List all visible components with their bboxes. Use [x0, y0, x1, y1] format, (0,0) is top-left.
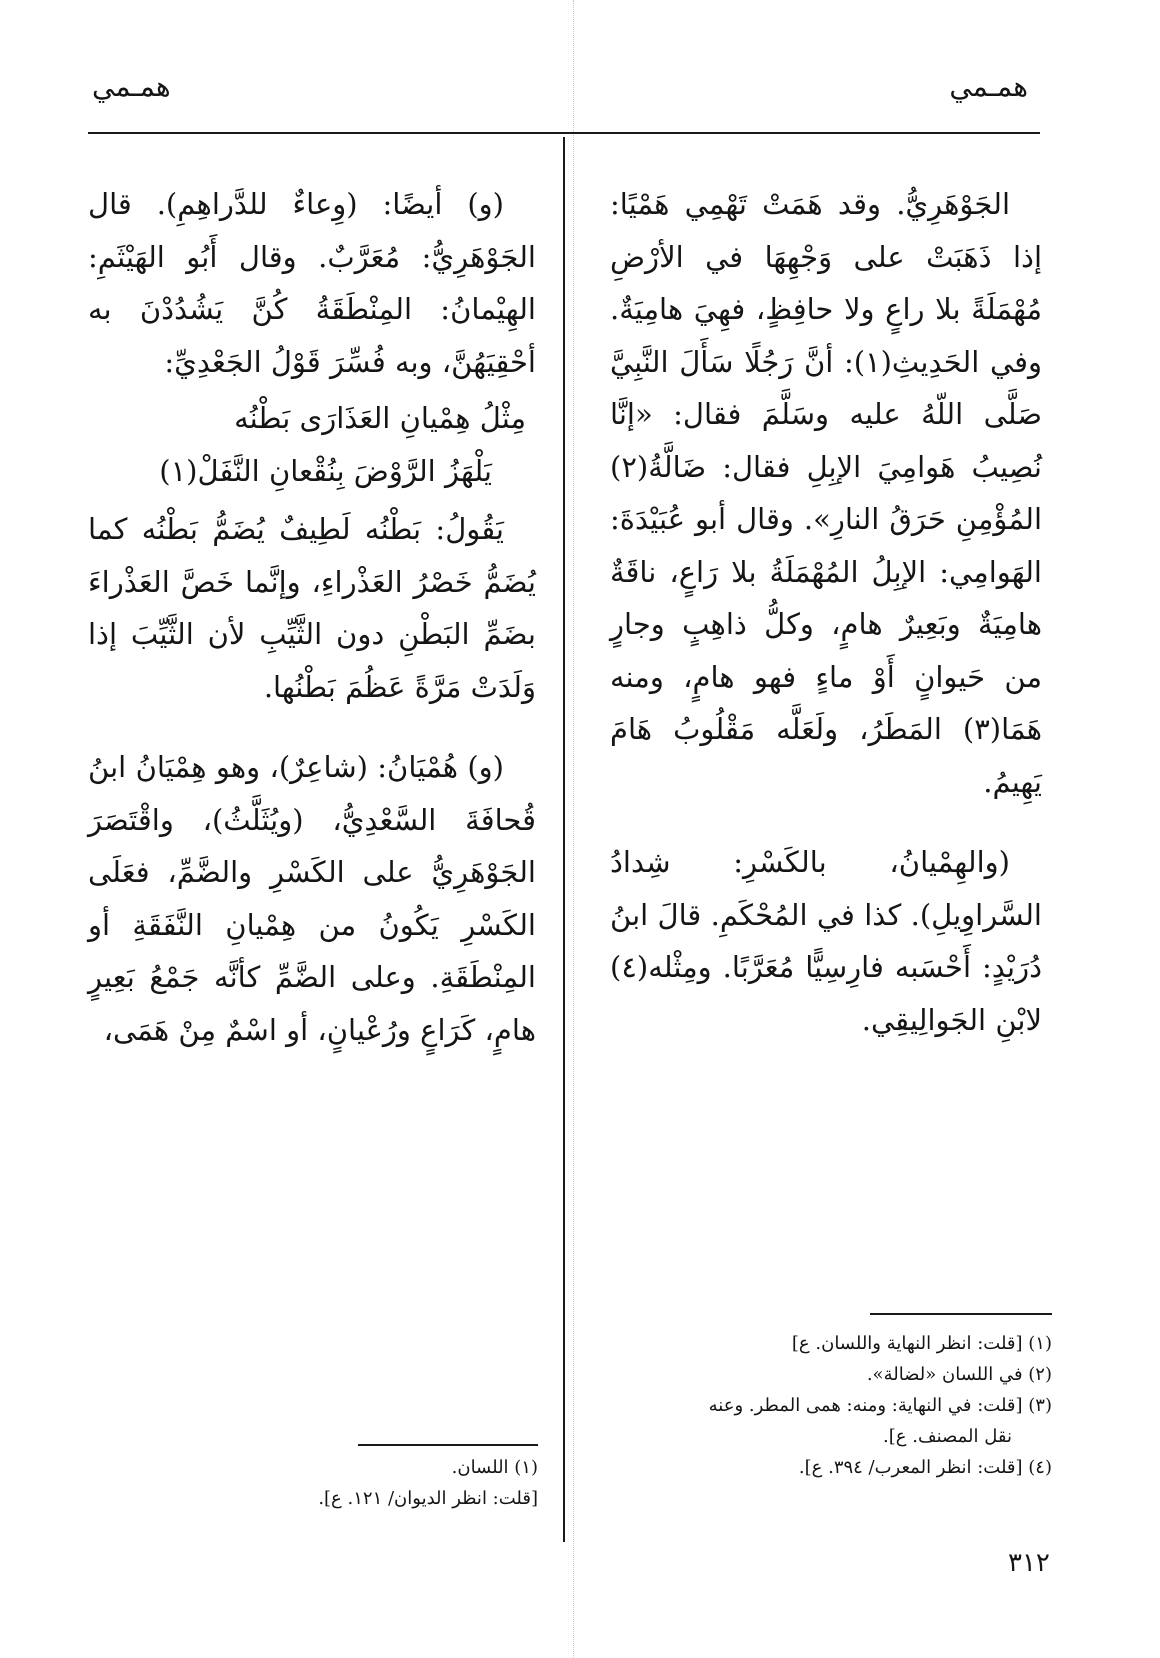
page-fold-line	[573, 0, 574, 1658]
footnote-left-1-line-1: (١) اللسان.	[451, 1457, 538, 1478]
footnote-right-2: (٢) في اللسان «لضالة».	[866, 1364, 1052, 1385]
right-column	[610, 178, 1042, 1046]
footnote-right-4: (٤) [قلت: انظر المعرب/ ٣٩٤. ع].	[798, 1457, 1052, 1478]
footnote-right-3-line-1: (٣) [قلت: في النهاية: ومنه: همى المطر. وعنه	[708, 1395, 1052, 1416]
footnote-right-1: (١) [قلت: انظر النهاية واللسان. ع]	[791, 1333, 1052, 1354]
page-number: ٣١٢	[1008, 1548, 1050, 1578]
running-header-left: همـمي	[92, 70, 171, 103]
footnotes-left	[200, 1452, 538, 1514]
poem-line-1: مِثْلُ هِمْيانِ العَذَارَى بَطْنُه	[234, 401, 526, 435]
running-header-right: همـمي	[949, 70, 1028, 103]
left-column	[88, 178, 536, 1056]
footnote-right-3-line-2: نقل المصنف. ع].	[883, 1426, 1012, 1447]
header-rule	[88, 132, 1040, 134]
footnote-rule-right	[870, 1313, 1052, 1315]
footnote-left-1-line-2: [قلت: انظر الديوان/ ١٢١. ع].	[318, 1488, 538, 1509]
left-paragraph-3: (و) هُمْيَانُ: (شاعِرٌ)، وهو هِمْيَانُ ابنُ قُحافَةَ السَّعْدِيُّ، (ويُثَلَّثُ)، واقْتَصَرَ الجَوْهَرِيُّ على الكَسْرِ والضَّمِّ، فعَلَى الكَسْرِ يَكُونُ من هِمْيانِ النَّفَقَةِ أو المِنْطَقَةِ. وعلى الضَّمِّ كأنَّه جَمْعُ بَعِيرٍ هامٍ، كَرَاعٍ ورُعْيانٍ، أو اسْمٌ مِنْ هَمَى،	[88, 750, 536, 1047]
poem-line-2: يَلْهَزُ الرَّوْضَ بِنُقْعانِ النَّفَلْ(١)	[159, 453, 492, 488]
left-paragraph-2: يَقُولُ: بَطْنُه لَطِيفٌ يُضَمُّ بَطْنُه كما يُضَمُّ خَصْرُ العَذْراءِ، وإنَّما خَصَّ العَذْراءَ بضَمِّ البَطْنِ دون الثَّيِّبِ لأن الثَّيِّبَ إذا وَلَدَتْ مَرَّةً عَظُمَ بَطْنُها.	[88, 512, 536, 704]
right-paragraph-2: (والهِمْيانُ، بالكَسْرِ: شِدادُ السَّراوِيلِ). كذا في المُحْكَمِ. قالَ ابنُ دُرَيْدٍ: أَحْسَبه فارِسِيًّا مُعَرَّبًا. ومِثْله(٤) لابْنِ الجَوالِيقِي.	[610, 845, 1042, 1037]
footnotes-right	[600, 1328, 1052, 1483]
column-divider	[563, 137, 565, 1542]
right-paragraph-1: الجَوْهَرِيُّ. وقد هَمَتْ تَهْمِي هَمْيًا: إذا ذَهَبَتْ على وَجْهِهَا في الأرْضِ مُهْمَلَةً بلا راعٍ ولا حافِظٍ، فهِيَ هامِيَةٌ. وفي الحَدِيثِ(١): أنَّ رَجُلًا سَأَلَ النَّبِيَّ صَلَّى اللّهُ عليه وسَلَّمَ فقال: «إنَّا نُصِيبُ هَوامِيَ الإبِلِ فقال: ضَالَّةُ(٢) المُؤْمِنِ حَرَقُ النارِ». وقال أبو عُبَيْدَةَ: الهَوامِي: الإبِلُ المُهْمَلَةُ بلا رَاعٍ، ناقَةٌ هامِيَةٌ وبَعِيرٌ هامٍ، وكلُّ ذاهِبٍ وجارٍ من حَيوانٍ أَوْ ماءٍ فهو هامٍ، ومنه هَمَا(٣) المَطَرُ، ولَعَلَّه مَقْلُوبُ هَامَ يَهِيمُ.	[610, 187, 1042, 799]
footnote-rule-left	[358, 1444, 538, 1446]
left-paragraph-1: (و) أيضًا: (وِعاءٌ للدَّراهِمِ). قال الجَوْهَرِيُّ: مُعَرَّبٌ. وقال أَبُو الهَيْثَمِ: الهِيْمانُ: المِنْطَقَةُ كُنَّ يَشُدُدْنَ به أحْقِيَهُنَّ، وبه فُسِّرَ قَوْلُ الجَعْدِيِّ:	[88, 187, 536, 379]
